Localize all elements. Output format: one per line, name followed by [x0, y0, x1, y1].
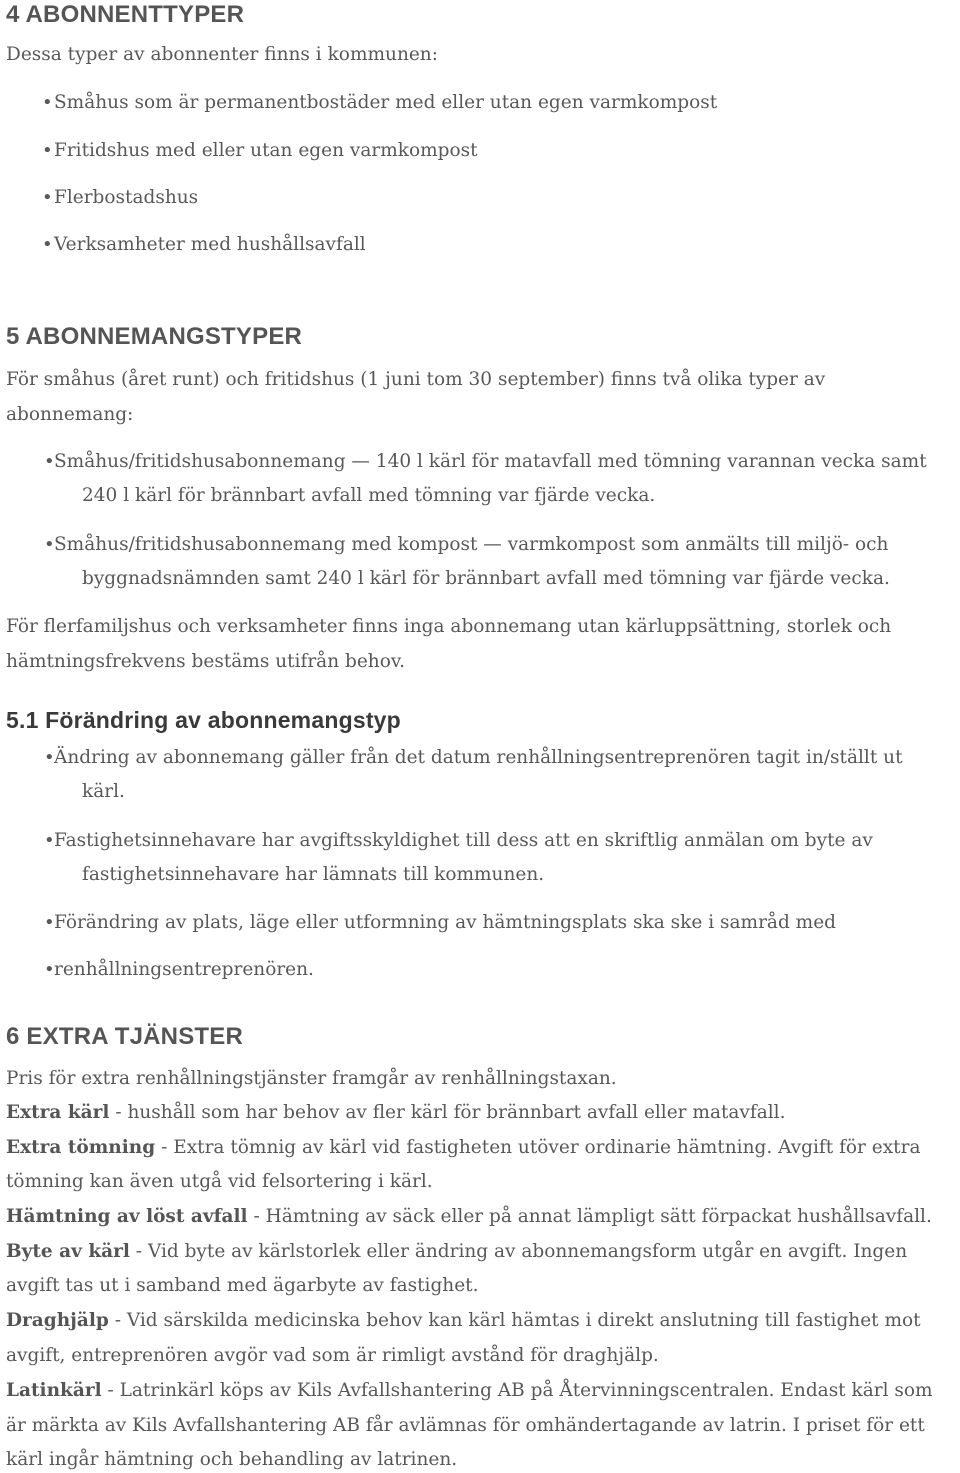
section5-intro-line-2: abonnemang: — [6, 404, 134, 425]
service-byte-av-karl-line-2: avgift tas ut i samband med ägarbyte av fastighet. — [6, 1275, 479, 1296]
service-draghjalp-line-2: avgift, entreprenören avgör vad som är rimligt avstånd för draghjälp. — [6, 1345, 659, 1366]
section4-bullet-1: Småhus som är permanentbostäder med eller utan egen varmkompost — [54, 92, 718, 113]
heading-forandring-av-abonnemangstyp: 5.1 Förändring av abonnemangstyp — [6, 707, 401, 733]
service-latinkarl-line-2: är märkta av Kils Avfallshantering AB får avlämnas för omhändertagande av latrin. I priset för ett — [6, 1415, 925, 1436]
heading-extra-tjanster: 6 EXTRA TJÄNSTER — [6, 1023, 244, 1050]
section5-1-bullet-1-line-1: Ändring av abonnemang gäller från det datum renhållningsentreprenören tagit in/ställt ut — [54, 747, 903, 768]
bullet-dot: • — [44, 747, 55, 768]
bullet-dot: • — [42, 140, 53, 161]
section5-outro-line-2: hämtningsfrekvens bestäms utifrån behov. — [6, 651, 405, 672]
bullet-dot: • — [44, 912, 55, 933]
bullet-dot: • — [44, 451, 55, 472]
service-description: - Hämtning av säck eller på annat lämpligt sätt förpackat hushållsavfall. — [247, 1206, 932, 1227]
section5-intro-line-1: För småhus (året runt) och fritidshus (1 juni tom 30 september) finns två olika typer av — [6, 369, 826, 390]
section5-1-bullet-1-line-2: kärl. — [82, 781, 125, 802]
service-description: - Vid särskilda medicinska behov kan kärl hämtas i direkt anslutning till fastighet mot — [108, 1310, 921, 1331]
section4-bullet-3: Flerbostadshus — [54, 187, 199, 208]
service-term: Extra kärl — [6, 1102, 110, 1123]
section4-bullet-4: Verksamheter med hushållsavfall — [54, 234, 366, 255]
heading-abonnemangstyper: 5 ABONNEMANGSTYPER — [6, 323, 303, 350]
bullet-dot: • — [42, 234, 53, 255]
service-term: Latinkärl — [6, 1380, 102, 1401]
service-description: - hushåll som har behov av fler kärl för brännbart avfall eller matavfall. — [109, 1102, 786, 1123]
section6-intro: Pris för extra renhållningstjänster framgår av renhållningstaxan. — [6, 1068, 617, 1089]
service-term: Byte av kärl — [6, 1241, 130, 1262]
service-description: - Vid byte av kärlstorlek eller ändring av abonnemangsform utgår en avgift. Ingen — [129, 1241, 908, 1262]
bullet-dot: • — [44, 830, 55, 851]
bullet-dot: • — [42, 187, 53, 208]
service-extra-tomning-line-2: tömning kan även utgå vid felsortering i kärl. — [6, 1171, 433, 1192]
section5-bullet-2-line-2: byggnadsnämnden samt 240 l kärl för brännbart avfall med tömning var fjärde vecka. — [82, 568, 890, 589]
service-extra-karl — [6, 1101, 785, 1125]
section5-1-bullet-2-line-2: fastighetsinnehavare har lämnats till kommunen. — [82, 864, 545, 885]
section5-bullet-1-line-1: Småhus/fritidshusabonnemang — 140 l kärl för matavfall med tömning varannan vecka samt — [54, 451, 927, 472]
bullet-dot: • — [42, 92, 53, 113]
section5-outro-line-1: För flerfamiljshus och verksamheter finns inga abonnemang utan kärluppsättning, storlek och — [6, 616, 892, 637]
service-draghjalp — [6, 1309, 921, 1333]
service-description: - Extra tömnig av kärl vid fastigheten utöver ordinarie hämtning. Avgift för extra — [155, 1137, 921, 1158]
service-hamtning-lost-avfall — [6, 1205, 932, 1229]
service-term: Hämtning av löst avfall — [6, 1206, 248, 1227]
bullet-dot: • — [44, 534, 55, 555]
service-byte-av-karl — [6, 1240, 907, 1264]
service-term: Extra tömning — [6, 1137, 156, 1158]
bullet-dot: • — [44, 959, 55, 980]
section5-bullet-2-line-1: Småhus/fritidshusabonnemang med kompost — varmkompost som anmälts till miljö- och — [54, 534, 889, 555]
service-description: - Latrinkärl köps av Kils Avfallshantering AB på Återvinningscentralen. Endast kärl som — [101, 1380, 933, 1401]
section5-1-bullet-3: Förändring av plats, läge eller utformning av hämtningsplats ska ske i samråd med — [54, 912, 836, 933]
section5-1-bullet-4: renhållningsentreprenören. — [54, 959, 314, 980]
service-latinkarl-line-3: kärl ingår hämtning och behandling av latrinen. — [6, 1449, 458, 1470]
heading-abonnenttyper: 4 ABONNENTTYPER — [6, 1, 245, 28]
service-extra-tomning — [6, 1136, 920, 1160]
section4-bullet-2: Fritidshus med eller utan egen varmkompost — [54, 140, 478, 161]
section5-1-bullet-2-line-1: Fastighetsinnehavare har avgiftsskyldighet till dess att en skriftlig anmälan om byte av — [54, 830, 873, 851]
service-term: Draghjälp — [6, 1310, 109, 1331]
service-latinkarl — [6, 1379, 933, 1403]
section5-bullet-1-line-2: 240 l kärl för brännbart avfall med tömning var fjärde vecka. — [82, 485, 656, 506]
section4-intro: Dessa typer av abonnenter finns i kommunen: — [6, 44, 438, 65]
